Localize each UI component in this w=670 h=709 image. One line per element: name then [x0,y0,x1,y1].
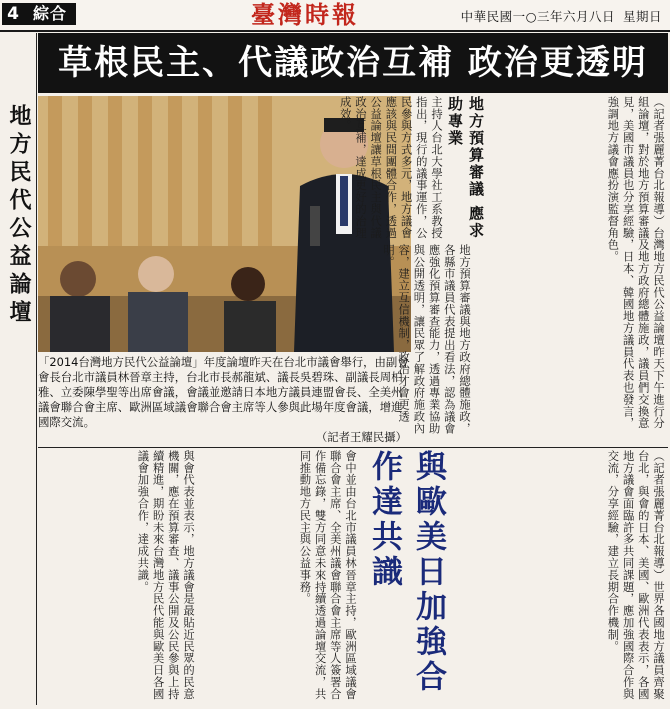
section-badge [2,3,76,25]
subhead-cooperation-text: 與歐美日加強合作達共識 [366,450,446,695]
article-text-3: （記者張麗菁台北報導）世界各國地方議員齊聚台北，與會的日本、美國、歐洲代表表示，各國地方議會面臨許多共同課題，應加強國際合作與交流，分享經驗，建立長期合作機制。 [606,450,665,700]
issue-date: 中華民國一○三年六月八日 [460,9,615,24]
article-column-2 [381,244,472,441]
masthead [0,0,670,32]
subhead-budget [445,96,485,241]
sidebar-divider [36,33,37,705]
article-column-5 [38,450,196,705]
headline: 草根民主、代議政治互補 政治更透明 [58,43,648,83]
newspaper-name: 臺灣時報 [251,0,359,29]
sidebar [0,34,36,689]
article-column-3 [474,450,666,705]
article-column-2b [338,96,444,241]
subhead-budget-text: 地方預算審議 應求助專業 [446,96,485,240]
photo-caption [38,355,411,447]
sidebar-title: 地方民代公益論壇 [6,104,31,328]
article-column-4 [200,450,358,705]
section-label: 綜合 [32,4,67,23]
dateline [453,7,662,25]
article-text-2b: 主持人台北大學社工系教授指出，現行的議事運作，公民參與方式多元，地方議會應該與民間團體合作，透過公益論壇讓草根民主與代議政治互補，達成更好的治理成效。 [338,96,443,239]
subhead-cooperation [362,450,446,705]
issue-weekday: 星期日 [622,9,662,24]
article-column-1 [474,96,666,441]
article-text-5: 與會代表並表示，地方議會是最貼近民眾的民意機關，應在預算審查、議事公開及公民參與上持續精進，期盼未來台灣地方民代能與歐美日各國議會加強合作，達成共識。 [136,450,195,700]
photo-credit: （記者王耀民攝） [315,430,407,444]
caption-text: 「2014台灣地方民代公益論壇」年度論壇昨天在台北市議會舉行，由副會會長台北市議員林晉章主持，台北市長郝龍斌、議長吳碧珠、副議長周柏雅、立委陳學聖等出席會議，會議並邀請日本地方議員連盟會長、全美州議會聯合會主席、歐洲區域議會聯合會主席等人參與此場年度會議，增進國際交流。 [38,355,409,429]
article-text-1: （記者張麗菁台北報導）台灣地方民代公益論壇昨天下午進行分組論壇，對於地方預算審議及地方政府總體施政，議員們交換意見，美國市議員也分享經驗，日本、韓國地方議員代表也發言，強調地方議會應扮演監督角色。 [606,96,665,430]
section-number: 4 [2,3,24,25]
article-text-2: 地方預算審議與地方政府總體施政，各縣市議員代表提出看法，認為議會應強化預算審查能力，透過專業協助與公開透明，讓民眾了解政府施政內容，建立互信機制，政治才會更透明。 [381,244,471,435]
section-divider [38,447,668,448]
article-text-4: 會中並由台北市議員林晉章主持，歐洲區域議會聯合會主席、全美州議會聯合會主席等人簽署合作備忘錄，雙方同意未來持續透過論壇交流，共同推動地方民主與公益事務。 [298,450,357,700]
